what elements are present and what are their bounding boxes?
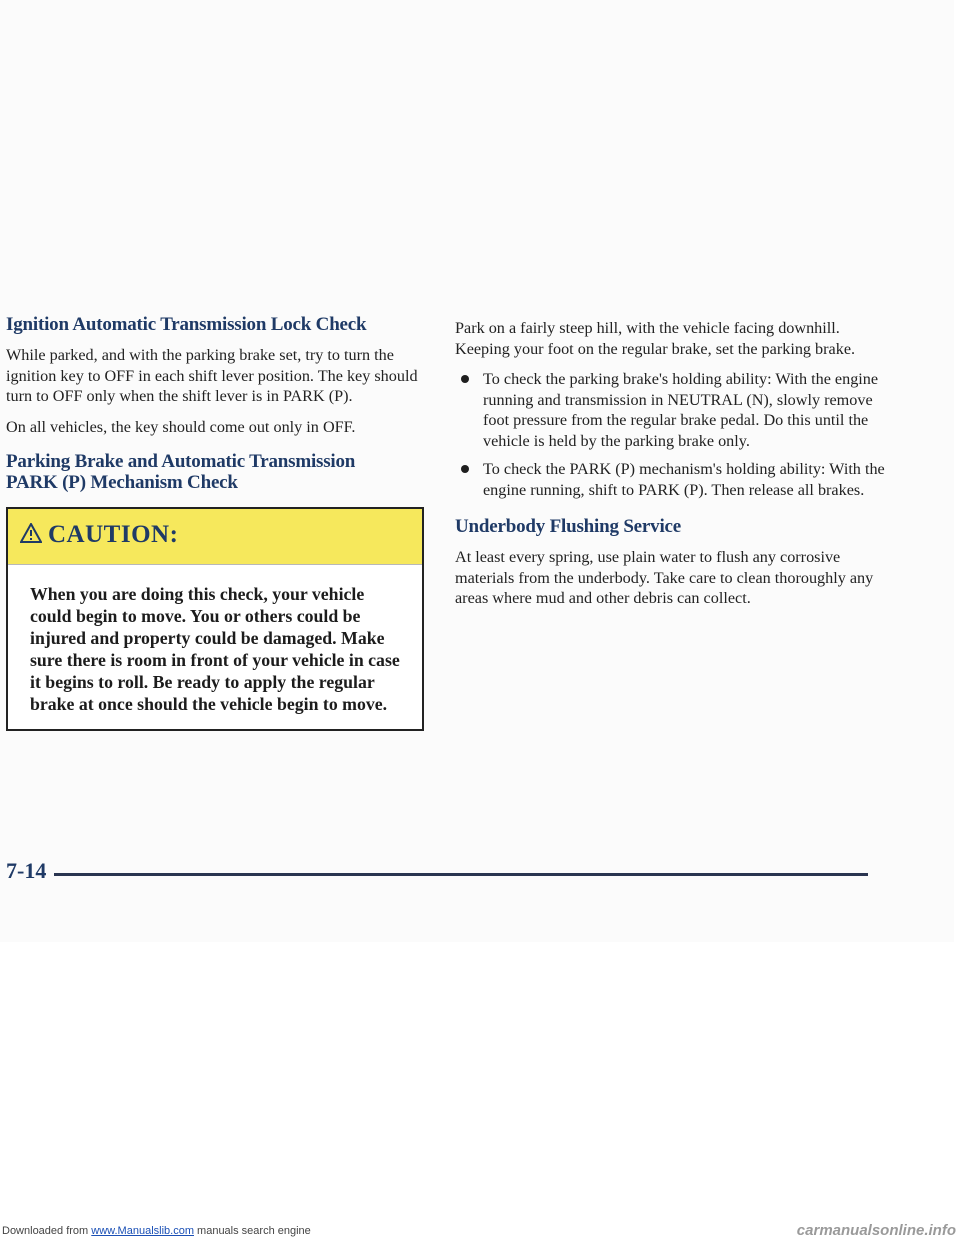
paragraph-park-on-hill: Park on a fairly steep hill, with the vehicle facing downhill. Keeping your foot on the regular brake, set the parking brake. <box>455 319 856 358</box>
site-logo-text: carmanualsonline.info <box>796 1222 956 1239</box>
list-item <box>455 459 885 500</box>
page-footer <box>6 858 868 888</box>
heading-line-1: Parking Brake and Automatic Transmission <box>6 451 356 472</box>
left-column <box>6 314 426 731</box>
section-heading-ignition-lock: Ignition Automatic Transmission Lock Check <box>6 314 367 335</box>
section-heading-parking-brake <box>6 451 426 493</box>
watermark-text <box>2 1225 311 1237</box>
manualslib-link[interactable]: www.Manualslib.com <box>91 1225 194 1237</box>
download-watermark <box>0 1222 960 1242</box>
list-item-text: To check the parking brake's holding ability: With the engine running and transmission in NEUTRAL (N), slowly remove foot pressure from the regular brake pedal. Do this until the vehicle is held by the parking brake only. <box>483 370 879 450</box>
bullet-icon <box>461 465 469 473</box>
heading-line-2: PARK (P) Mechanism Check <box>6 472 238 493</box>
right-column <box>455 318 885 619</box>
warning-triangle-icon <box>20 523 42 548</box>
caution-header <box>8 509 422 565</box>
caution-box <box>6 507 424 731</box>
list-item-text: To check the PARK (P) mechanism's holding ability: With the engine running, shift to PARK (P). Then release all brakes. <box>483 460 885 499</box>
footer-rule <box>54 873 868 876</box>
caution-text: When you are doing this check, your vehicle could begin to move. You or others could be injured and property could be damaged. Make sure there is room in front of your vehicle in case it begins to roll. Be ready to apply the regular brake at once should the vehicle begin to move. <box>30 584 400 714</box>
paragraph-ignition-lock: While parked, and with the parking brake set, try to turn the ignition key to OFF in each shift lever position. The key should turn to OFF only when the shift lever is in PARK (P). <box>6 346 418 405</box>
list-item <box>455 369 885 451</box>
section-heading-underbody: Underbody Flushing Service <box>455 516 681 537</box>
watermark-prefix: Downloaded from <box>2 1225 92 1237</box>
watermark-suffix: manuals search engine <box>193 1225 311 1237</box>
paragraph-key-off: On all vehicles, the key should come out only in OFF. <box>6 417 356 436</box>
bullet-icon <box>461 375 469 383</box>
page-number: 7-14 <box>6 858 47 883</box>
paragraph-underbody: At least every spring, use plain water to flush any corrosive materials from the underbody. Take care to clean thoroughly any areas where mud and other debris can collect. <box>455 548 874 607</box>
caution-label: CAUTION: <box>48 521 179 548</box>
check-list <box>455 369 885 500</box>
